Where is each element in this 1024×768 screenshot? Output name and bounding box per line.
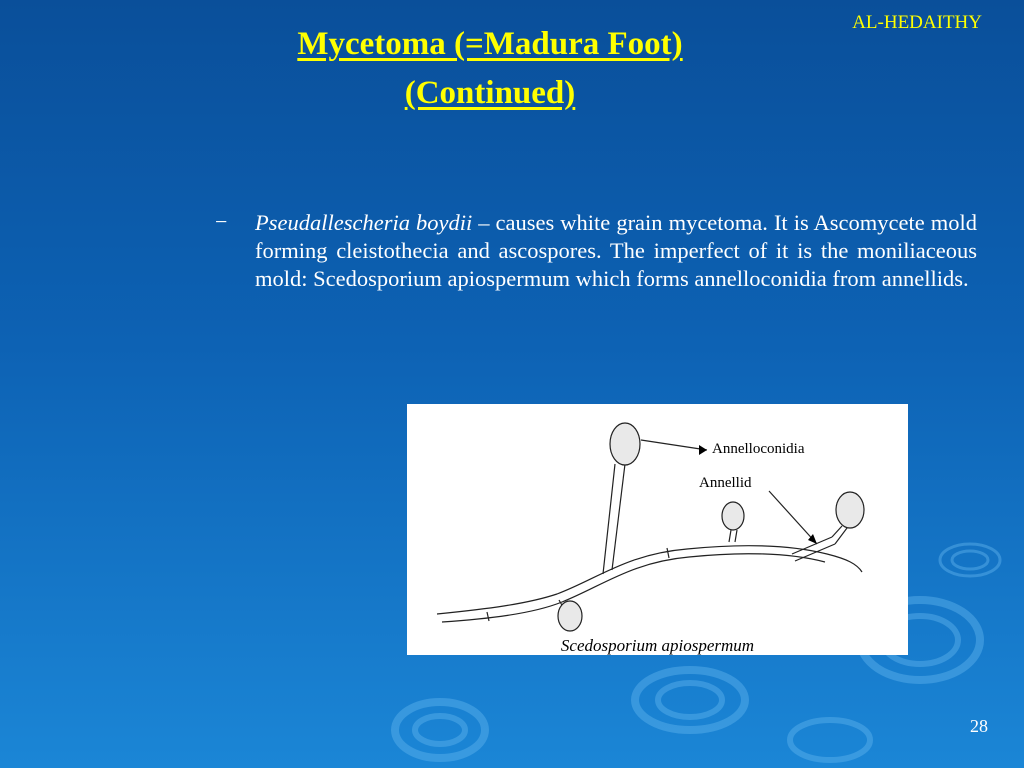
bullet-description: – causes white grain mycetoma. It is Ascomycete mold forming cleistothecia and ascospores. The imperfect of it is the moniliaceous mold: Scedosporium apiospermum which forms annelloconidia from annellids. [255, 210, 977, 291]
slide-title-line-2: (Continued) [404, 75, 576, 111]
author-label: AL-HEDAITHY [852, 12, 982, 33]
scedosporium-illustration [407, 404, 908, 655]
label-annelloconidia: Annelloconidia [712, 441, 805, 457]
species-name: Pseudallescheria boydii [255, 210, 473, 235]
page-number: 28 [970, 716, 988, 736]
bullet-marker: − [215, 209, 228, 234]
bullet-paragraph [255, 209, 977, 293]
label-annellid: Annellid [699, 475, 752, 491]
fungus-drawing [407, 404, 908, 655]
slide-title [235, 20, 745, 118]
slide-title-line-1: Mycetoma (=Madura Foot) [297, 26, 683, 62]
figure-caption: Scedosporium apiospermum [560, 636, 755, 655]
